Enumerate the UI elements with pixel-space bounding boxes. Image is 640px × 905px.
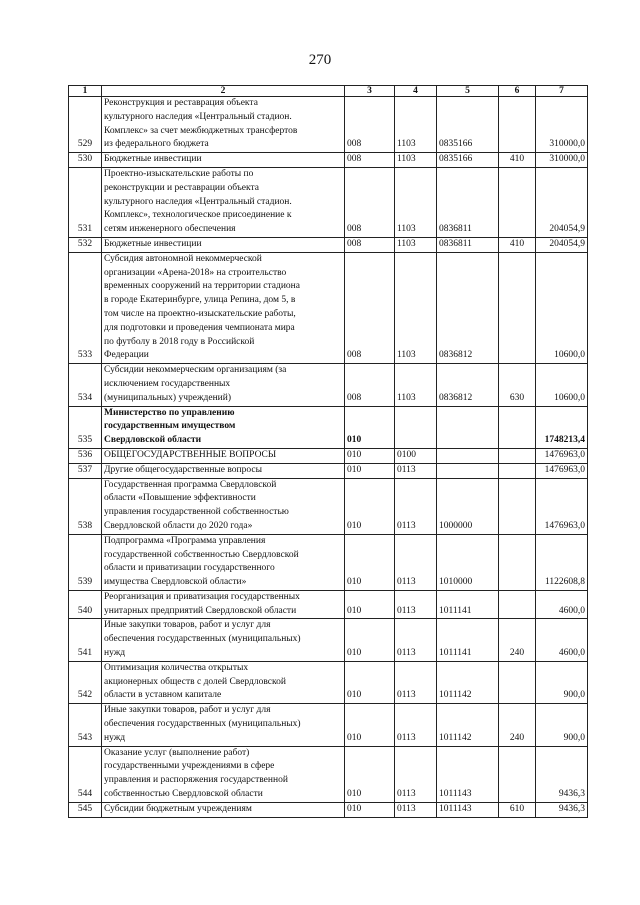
- row-description: [102, 619, 345, 661]
- row-number: [69, 802, 102, 817]
- row-number-text: 530: [77, 154, 93, 165]
- row-amount-text: 4600,0: [558, 605, 585, 616]
- row-code-expense-type: [499, 746, 536, 802]
- row-code-target-text: 0835166: [439, 154, 473, 165]
- row-code-section-text: 1103: [397, 224, 416, 235]
- row-code-section: [395, 167, 437, 237]
- row-code-section: [395, 448, 437, 463]
- row-amount: [536, 364, 588, 406]
- row-description-text: Реорганизация и приватизация государственных унитарных предприятий Свердловской области: [104, 591, 300, 616]
- row-code-ministry-text: 010: [347, 605, 362, 616]
- row-code-ministry: [345, 478, 395, 534]
- row-code-ministry: [345, 448, 395, 463]
- row-number-text: 529: [77, 139, 93, 150]
- row-description: [102, 97, 345, 153]
- header-cell: 7: [536, 86, 588, 97]
- row-number: [69, 252, 102, 363]
- row-number-text: 535: [77, 435, 93, 446]
- header-cell: 4: [395, 86, 437, 97]
- row-amount: [536, 661, 588, 703]
- row-code-target: [437, 661, 499, 703]
- row-code-expense-type: [499, 463, 536, 478]
- table-row: [69, 252, 588, 363]
- row-code-ministry: [345, 153, 395, 168]
- row-number: [69, 619, 102, 661]
- row-number: [69, 237, 102, 252]
- row-amount: [536, 704, 588, 746]
- row-code-target-text: 0836812: [439, 350, 473, 361]
- row-code-ministry: [345, 364, 395, 406]
- row-code-target-text: 0836811: [439, 224, 472, 235]
- header-cell: 6: [499, 86, 536, 97]
- row-code-target-text: 0835166: [439, 139, 473, 150]
- table-row: [69, 97, 588, 153]
- table-row: [69, 364, 588, 406]
- row-code-section: [395, 463, 437, 478]
- row-description-text: Оптимизация количества открытых акционерных обществ с долей Свердловской области в уставном капитале: [104, 662, 286, 701]
- row-description-text: Субсидии некоммерческим организациям (за исключением государственных (муниципальных) учреждений): [104, 365, 287, 403]
- row-amount-text: 310000,0: [549, 154, 585, 165]
- row-amount-text: 9436,3: [558, 789, 585, 800]
- row-code-expense-type: [499, 406, 536, 448]
- row-amount-text: 900,0: [563, 732, 585, 743]
- row-code-target: [437, 167, 499, 237]
- row-description-text: Иные закупки товаров, работ и услуг для обеспечения государственных (муниципальных) нужд: [104, 620, 301, 659]
- row-code-expense-type: [499, 97, 536, 153]
- row-number-text: 542: [77, 690, 93, 701]
- row-amount: [536, 153, 588, 168]
- row-code-section: [395, 746, 437, 802]
- row-code-ministry: [345, 237, 395, 252]
- row-code-ministry-text: 010: [347, 464, 362, 475]
- row-description-text: Субсидия автономной некоммерческой организации «Арена-2018» на строительство временных сооружений на территории стадиона в городе Екатеринбурге, улица Репина, дом 5, в том числе на проектно-изыскательские работы, для подготовки и проведения чемпионата мира по футболу в 2018 году в Российской Федерации: [104, 253, 300, 361]
- table-row: [69, 463, 588, 478]
- table-row: [69, 406, 588, 448]
- row-number-text: 539: [77, 577, 93, 588]
- row-code-ministry: [345, 167, 395, 237]
- row-number: [69, 463, 102, 478]
- row-amount: [536, 590, 588, 619]
- row-code-section: [395, 406, 437, 448]
- row-code-expense-type-text: 630: [509, 392, 525, 403]
- row-code-ministry: [345, 746, 395, 802]
- row-code-section-text: 1103: [397, 154, 416, 165]
- row-description-text: Бюджетные инвестиции: [104, 238, 202, 249]
- row-code-section: [395, 619, 437, 661]
- table-row: [69, 704, 588, 746]
- row-code-expense-type: [499, 167, 536, 237]
- row-code-ministry-text: 008: [347, 154, 362, 165]
- row-code-section-text: 1103: [397, 139, 416, 150]
- row-number: [69, 590, 102, 619]
- row-amount: [536, 746, 588, 802]
- row-description: [102, 153, 345, 168]
- row-code-target-text: 1010000: [439, 577, 473, 588]
- header-cell: 5: [437, 86, 499, 97]
- row-code-target-text: 1011142: [439, 690, 472, 701]
- row-description-text: Проектно-изыскательские работы по реконструкции и реставрации объекта культурного наследия «Центральный стадион. Комплекс», технологическое присоединение к сетям инженерного обеспечения: [104, 168, 292, 235]
- row-amount-text: 1122608,8: [544, 577, 585, 588]
- row-code-ministry-text: 010: [347, 690, 362, 701]
- row-number: [69, 478, 102, 534]
- row-amount: [536, 97, 588, 153]
- row-number-text: 533: [77, 350, 93, 361]
- row-amount: [536, 534, 588, 590]
- row-code-ministry-text: 008: [347, 350, 362, 361]
- row-number: [69, 448, 102, 463]
- row-code-ministry-text: 010: [347, 789, 362, 800]
- table-row: [69, 619, 588, 661]
- row-number-text: 536: [77, 449, 93, 460]
- row-amount-text: 1748213,4: [544, 435, 585, 446]
- table-row: [69, 478, 588, 534]
- row-number: [69, 534, 102, 590]
- row-description-text: Министерство по управлению государственным имуществом Свердловской области: [104, 407, 236, 446]
- row-code-expense-type: [499, 237, 536, 252]
- row-code-expense-type: [499, 802, 536, 817]
- row-amount-text: 310000,0: [549, 139, 585, 150]
- row-amount: [536, 406, 588, 448]
- row-code-ministry-text: 008: [347, 224, 362, 235]
- row-number-text: 545: [77, 803, 93, 814]
- row-number: [69, 364, 102, 406]
- row-amount-text: 204054,9: [549, 224, 585, 235]
- row-code-target-text: 1011143: [439, 803, 472, 814]
- table-header-row: [69, 86, 588, 97]
- table-row: [69, 746, 588, 802]
- row-code-target-text: 0836811: [439, 238, 472, 249]
- table-row: [69, 590, 588, 619]
- row-description-text: Иные закупки товаров, работ и услуг для обеспечения государственных (муниципальных) нужд: [104, 705, 301, 743]
- row-code-target: [437, 237, 499, 252]
- row-code-expense-type-text: 240: [509, 732, 525, 743]
- table-body: [69, 97, 588, 818]
- row-code-ministry: [345, 619, 395, 661]
- row-amount-text: 1476963,0: [544, 464, 585, 475]
- row-code-target: [437, 448, 499, 463]
- row-code-section-text: 0113: [397, 605, 416, 616]
- row-code-target: [437, 802, 499, 817]
- budget-table: [68, 85, 588, 818]
- row-code-section-text: 0113: [397, 789, 416, 800]
- header-cell: 1: [69, 86, 102, 97]
- row-description: [102, 746, 345, 802]
- row-code-target: [437, 590, 499, 619]
- row-code-section: [395, 802, 437, 817]
- row-number-text: 543: [77, 732, 93, 743]
- row-description: [102, 237, 345, 252]
- row-code-section-text: 1103: [397, 392, 416, 403]
- row-code-ministry-text: 010: [347, 435, 362, 446]
- row-code-expense-type: [499, 364, 536, 406]
- row-code-section-text: 0113: [397, 648, 416, 659]
- row-description: [102, 252, 345, 363]
- row-amount-text: 204054,9: [549, 238, 585, 249]
- row-amount-text: 10600,0: [554, 392, 585, 403]
- row-amount-text: 4600,0: [558, 648, 585, 659]
- row-description: [102, 478, 345, 534]
- row-description-text: Реконструкция и реставрация объекта культурного наследия «Центральный стадион. Комплекс» за счет межбюджетных трансфертов из федерального бюджета: [104, 98, 298, 150]
- row-description: [102, 406, 345, 448]
- row-code-target: [437, 478, 499, 534]
- row-code-ministry: [345, 661, 395, 703]
- row-number-text: 531: [77, 224, 93, 235]
- row-number: [69, 153, 102, 168]
- table-row: [69, 448, 588, 463]
- row-description-text: Бюджетные инвестиции: [104, 154, 202, 165]
- row-description-text: Субсидии бюджетным учреждениям: [104, 803, 252, 814]
- row-code-section-text: 0113: [397, 577, 416, 588]
- row-number-text: 532: [77, 238, 93, 249]
- row-code-expense-type-text: 610: [509, 803, 525, 814]
- row-amount: [536, 802, 588, 817]
- row-number-text: 534: [77, 392, 93, 403]
- row-code-expense-type: [499, 619, 536, 661]
- row-code-target: [437, 534, 499, 590]
- row-code-ministry: [345, 590, 395, 619]
- row-code-target-text: 1011143: [439, 789, 472, 800]
- row-amount: [536, 619, 588, 661]
- row-code-section: [395, 153, 437, 168]
- row-number: [69, 406, 102, 448]
- row-code-target: [437, 704, 499, 746]
- row-description-text: Другие общегосударственные вопросы: [104, 464, 262, 475]
- row-code-ministry-text: 010: [347, 648, 362, 659]
- row-amount-text: 900,0: [563, 690, 585, 701]
- row-code-target: [437, 97, 499, 153]
- row-number: [69, 167, 102, 237]
- table-row: [69, 153, 588, 168]
- row-code-target-text: 1011142: [439, 732, 472, 743]
- row-code-expense-type: [499, 704, 536, 746]
- row-description-text: Оказание услуг (выполнение работ) государственными учреждениями в сфере управления и распоряжения государственной собственностью Свердловской области: [104, 747, 288, 800]
- row-code-ministry-text: 010: [347, 577, 362, 588]
- row-code-ministry-text: 008: [347, 392, 362, 403]
- row-code-section-text: 0113: [397, 520, 416, 531]
- row-amount: [536, 478, 588, 534]
- row-code-section: [395, 704, 437, 746]
- row-code-ministry: [345, 252, 395, 363]
- row-number: [69, 97, 102, 153]
- row-number: [69, 661, 102, 703]
- row-code-expense-type: [499, 153, 536, 168]
- row-code-section: [395, 237, 437, 252]
- row-code-section-text: 0113: [397, 464, 416, 475]
- row-amount: [536, 237, 588, 252]
- row-code-section: [395, 590, 437, 619]
- row-code-ministry-text: 008: [347, 139, 362, 150]
- row-code-expense-type: [499, 252, 536, 363]
- row-code-section: [395, 252, 437, 363]
- row-amount-text: 10600,0: [554, 350, 585, 361]
- row-description: [102, 661, 345, 703]
- row-code-target-text: 1011141: [439, 605, 472, 616]
- row-number-text: 538: [77, 520, 93, 531]
- row-amount: [536, 252, 588, 363]
- row-code-target: [437, 463, 499, 478]
- table-row: [69, 661, 588, 703]
- row-number-text: 537: [77, 464, 93, 475]
- row-code-expense-type-text: 410: [509, 238, 525, 249]
- table-row: [69, 237, 588, 252]
- row-code-target: [437, 619, 499, 661]
- table-row: [69, 167, 588, 237]
- row-description: [102, 590, 345, 619]
- row-code-target-text: 1011141: [439, 648, 472, 659]
- row-amount-text: 1476963,0: [544, 449, 585, 460]
- row-code-section: [395, 364, 437, 406]
- table-row: [69, 802, 588, 817]
- row-code-ministry: [345, 704, 395, 746]
- row-code-section-text: 0100: [397, 449, 416, 460]
- row-description: [102, 534, 345, 590]
- row-description-text: Государственная программа Свердловской области «Повышение эффективности управления государственной собственностью Свердловской области до 2020 года»: [104, 479, 289, 531]
- row-code-section-text: 1103: [397, 350, 416, 361]
- row-amount: [536, 448, 588, 463]
- row-description: [102, 463, 345, 478]
- row-code-target: [437, 153, 499, 168]
- row-number-text: 541: [77, 648, 93, 659]
- row-amount: [536, 167, 588, 237]
- row-code-ministry-text: 010: [347, 520, 362, 531]
- row-number: [69, 704, 102, 746]
- row-description: [102, 802, 345, 817]
- row-description-text: Подпрограмма «Программа управления государственной собственностью Свердловской области и приватизации государственного имущества Свердловской области»: [104, 535, 299, 588]
- row-code-expense-type-text: 240: [509, 648, 525, 659]
- row-code-target: [437, 746, 499, 802]
- row-code-expense-type-text: 410: [509, 154, 525, 165]
- row-code-ministry-text: 010: [347, 449, 362, 460]
- row-number-text: 544: [77, 789, 93, 800]
- row-number: [69, 746, 102, 802]
- row-code-target: [437, 364, 499, 406]
- row-code-expense-type: [499, 534, 536, 590]
- row-number-text: 540: [77, 605, 93, 616]
- row-code-section-text: 0113: [397, 732, 416, 743]
- row-code-target-text: 0836812: [439, 392, 473, 403]
- row-description: [102, 364, 345, 406]
- row-code-expense-type: [499, 661, 536, 703]
- row-code-target-text: 1000000: [439, 520, 473, 531]
- row-description: [102, 448, 345, 463]
- row-code-expense-type: [499, 478, 536, 534]
- row-code-section: [395, 534, 437, 590]
- row-description: [102, 704, 345, 746]
- row-code-ministry: [345, 97, 395, 153]
- row-code-section-text: 1103: [397, 238, 416, 249]
- table-row: [69, 534, 588, 590]
- row-amount: [536, 463, 588, 478]
- header-cell: 2: [102, 86, 345, 97]
- row-code-target: [437, 406, 499, 448]
- row-code-ministry-text: 010: [347, 732, 362, 743]
- row-code-ministry-text: 010: [347, 803, 362, 814]
- row-code-section: [395, 478, 437, 534]
- row-description-text: ОБЩЕГОСУДАРСТВЕННЫЕ ВОПРОСЫ: [104, 449, 277, 460]
- row-code-section: [395, 661, 437, 703]
- row-code-target: [437, 252, 499, 363]
- row-code-section-text: 0113: [397, 803, 416, 814]
- row-code-ministry: [345, 802, 395, 817]
- row-code-expense-type: [499, 590, 536, 619]
- row-code-section: [395, 97, 437, 153]
- row-code-expense-type: [499, 448, 536, 463]
- row-code-ministry: [345, 406, 395, 448]
- row-amount-text: 1476963,0: [544, 520, 585, 531]
- row-code-ministry: [345, 463, 395, 478]
- row-code-ministry-text: 008: [347, 238, 362, 249]
- page-number: 270: [308, 52, 332, 68]
- row-description: [102, 167, 345, 237]
- header-cell: 3: [345, 86, 395, 97]
- row-code-ministry: [345, 534, 395, 590]
- row-code-section-text: 0113: [397, 690, 416, 701]
- row-amount-text: 9436,3: [558, 803, 585, 814]
